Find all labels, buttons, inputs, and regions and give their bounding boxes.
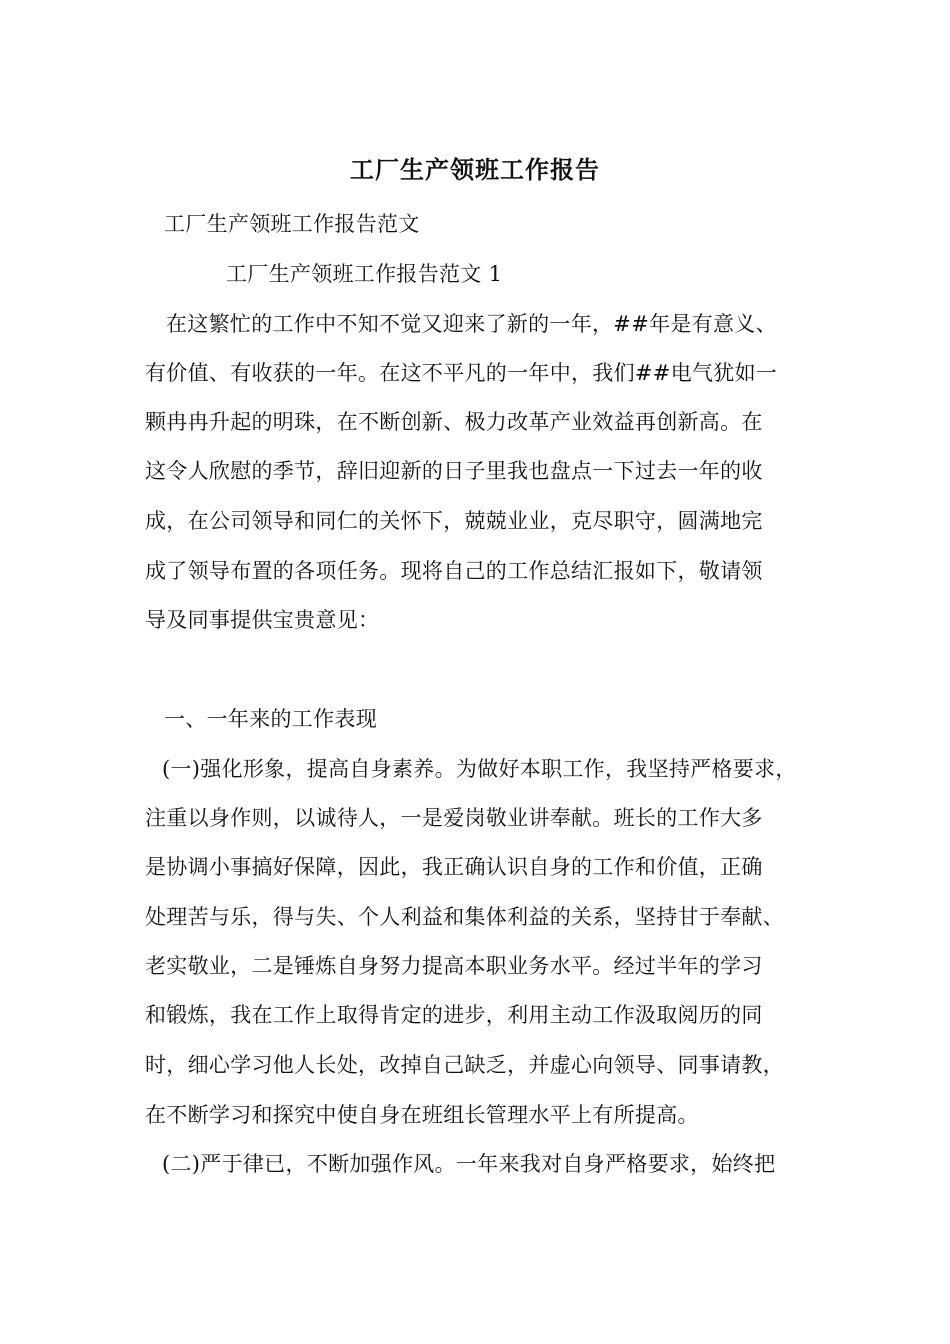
- paragraph-line: 处理苦与乐，得与失、个人利益和集体利益的关系，坚持甘于奉献、: [145, 905, 784, 929]
- paragraph-line: 这令人欣慰的季节，辞旧迎新的日子里我也盘点一下过去一年的收: [145, 459, 763, 483]
- paragraph-line: 是协调小事搞好保障，因此，我正确认识自身的工作和价值，正确: [145, 855, 763, 879]
- document-subtitle: 工厂生产领班工作报告范文: [164, 212, 420, 236]
- paragraph-line: 成，在公司领导和同仁的关怀下，兢兢业业，克尽职守，圆满地完: [145, 509, 763, 533]
- paragraph-line: 注重以身作则，以诚待人，一是爱岗敬业讲奉献。班长的工作大多: [145, 806, 763, 830]
- section-heading: 一、一年来的工作表现: [164, 707, 377, 731]
- paragraph-line: 在不断学习和探究中使自身在班组长管理水平上有所提高。: [145, 1103, 699, 1127]
- paragraph-line: 时，细心学习他人长处，改掉自己缺乏，并虚心向领导、同事请教，: [145, 1053, 784, 1077]
- paragraph-line: (二)严于律已，不断加强作风。一年来我对自身严格要求，始终把: [162, 1152, 776, 1176]
- paragraph-line: 颗冉冉升起的明珠，在不断创新、极力改革产业效益再创新高。在: [145, 410, 763, 434]
- paragraph-line: 在这繁忙的工作中不知不觉又迎来了新的一年，##年是有意义、: [166, 312, 777, 336]
- paragraph-line: 和锻炼，我在工作上取得肯定的进步，利用主动工作汲取阅历的同: [145, 1003, 763, 1027]
- paragraph-line: 有价值、有收获的一年。在这不平凡的一年中，我们##电气犹如一: [145, 361, 778, 385]
- section-title: 工厂生产领班工作报告范文 1: [226, 262, 503, 286]
- paragraph-line: (一)强化形象，提高自身素养。为做好本职工作，我坚持严格要求，: [162, 757, 797, 781]
- paragraph-line: 成了领导布置的各项任务。现将自己的工作总结汇报如下，敬请领: [145, 559, 763, 583]
- document-title: 工厂生产领班工作报告: [350, 155, 600, 184]
- paragraph-line: 导及同事提供宝贵意见：: [145, 608, 380, 632]
- paragraph-line: 老实敬业，二是锤炼自身努力提高本职业务水平。经过半年的学习: [145, 954, 763, 978]
